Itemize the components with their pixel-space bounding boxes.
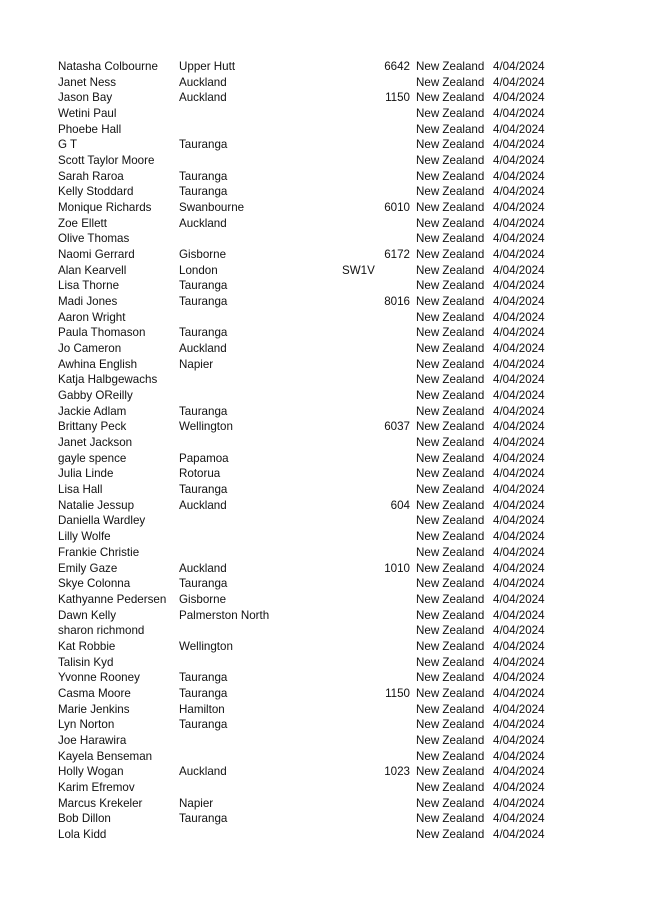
city-cell: Upper Hutt [179, 60, 236, 73]
country-cell: New Zealand [416, 592, 485, 606]
country-cell: New Zealand [416, 608, 485, 622]
city-cell: Palmerston North [179, 608, 270, 622]
table-row [0, 216, 645, 232]
name-cell: Phoebe Hall [58, 122, 122, 136]
name-cell: Bob Dillon [58, 812, 111, 826]
country-cell: New Zealand [416, 639, 485, 653]
table-row [0, 90, 645, 106]
city-cell: London [179, 263, 218, 277]
name-cell: Jo Cameron [58, 342, 122, 356]
country-cell: New Zealand [416, 154, 485, 168]
table-row [0, 310, 645, 326]
city-cell: Gisborne [179, 592, 227, 606]
country-cell: New Zealand [416, 561, 485, 575]
table-row [0, 780, 645, 796]
date-cell: 4/04/2024 [493, 608, 545, 622]
table-row [0, 827, 645, 843]
date-cell: 4/04/2024 [493, 780, 545, 794]
city-cell: Auckland [179, 216, 227, 230]
name-cell: Zoe Ellett [58, 216, 107, 230]
country-cell: New Zealand [416, 733, 485, 747]
name-cell: Karim Efremov [58, 780, 135, 794]
name-cell: Marcus Krekeler [58, 796, 143, 810]
country-cell: New Zealand [416, 530, 485, 544]
table-row [0, 263, 645, 279]
table-row [0, 576, 645, 592]
country-cell: New Zealand [416, 279, 485, 293]
table-row [0, 513, 645, 529]
date-cell: 4/04/2024 [493, 389, 545, 403]
name-cell: Lisa Thorne [58, 279, 120, 293]
country-cell: New Zealand [416, 796, 485, 810]
date-cell: 4/04/2024 [493, 201, 545, 215]
date-cell: 4/04/2024 [493, 514, 545, 528]
name-cell: Natalie Jessup [58, 498, 135, 512]
country-cell: New Zealand [416, 467, 485, 481]
date-cell: 4/04/2024 [493, 561, 545, 575]
city-cell: Wellington [179, 639, 233, 653]
table-row [0, 388, 645, 404]
country-cell: New Zealand [416, 827, 485, 841]
city-cell: Tauranga [179, 718, 228, 732]
postcode-cell: 1150 [385, 686, 410, 700]
city-cell: Tauranga [179, 279, 228, 293]
table-row [0, 466, 645, 482]
name-cell: Julia Linde [58, 467, 114, 481]
city-cell: Rotorua [179, 467, 221, 481]
table-row [0, 404, 645, 420]
country-cell: New Zealand [416, 373, 485, 387]
country-cell: New Zealand [416, 498, 485, 512]
date-cell: 4/04/2024 [493, 530, 545, 544]
date-cell: 4/04/2024 [493, 639, 545, 653]
country-cell: New Zealand [416, 263, 485, 277]
city-cell: Tauranga [179, 169, 228, 183]
table-row [0, 294, 645, 310]
city-cell: Papamoa [179, 451, 229, 465]
city-cell: Swanbourne [179, 201, 245, 215]
date-cell: 4/04/2024 [493, 420, 545, 434]
name-cell: Janet Ness [58, 75, 116, 89]
name-cell: Yvonne Rooney [58, 671, 140, 685]
date-cell: 4/04/2024 [493, 671, 545, 685]
table-row [0, 498, 645, 514]
table-row [0, 200, 645, 216]
table-row [0, 451, 645, 467]
name-cell: Emily Gaze [58, 561, 118, 575]
country-cell: New Zealand [416, 514, 485, 528]
city-cell: Auckland [179, 91, 227, 105]
country-cell: New Zealand [416, 483, 485, 497]
date-cell: 4/04/2024 [493, 342, 545, 356]
country-cell: New Zealand [416, 326, 485, 340]
name-cell: Aaron Wright [58, 310, 126, 324]
name-cell: Kelly Stoddard [58, 185, 134, 199]
table-row [0, 59, 645, 75]
table-row [0, 231, 645, 247]
postcode-cell: 1023 [384, 765, 410, 779]
date-cell: 4/04/2024 [493, 154, 545, 168]
date-cell: 4/04/2024 [493, 122, 545, 136]
table-row [0, 122, 645, 138]
name-cell: Lilly Wolfe [58, 530, 111, 544]
country-cell: New Zealand [416, 216, 485, 230]
table-row [0, 278, 645, 294]
city-cell: Auckland [179, 561, 227, 575]
date-cell: 4/04/2024 [493, 827, 545, 841]
city-cell: Tauranga [179, 404, 228, 418]
date-cell: 4/04/2024 [493, 498, 545, 512]
country-cell: New Zealand [416, 91, 485, 105]
name-cell: Katja Halbgewachs [58, 373, 158, 387]
date-cell: 4/04/2024 [493, 185, 545, 199]
date-cell: 4/04/2024 [493, 75, 545, 89]
date-cell: 4/04/2024 [493, 655, 545, 669]
date-cell: 4/04/2024 [493, 232, 545, 246]
country-cell: New Zealand [416, 122, 485, 136]
city-cell: Tauranga [179, 671, 228, 685]
city-cell: Auckland [179, 498, 227, 512]
country-cell: New Zealand [416, 718, 485, 732]
date-cell: 4/04/2024 [493, 169, 545, 183]
date-cell: 4/04/2024 [493, 733, 545, 747]
table-row [0, 75, 645, 91]
date-cell: 4/04/2024 [493, 279, 545, 293]
city-cell: Tauranga [179, 686, 228, 700]
name-cell: Scott Taylor Moore [58, 154, 155, 168]
name-cell: Kat Robbie [58, 639, 116, 653]
table-row [0, 529, 645, 545]
records-table [0, 59, 645, 843]
name-cell: Awhina English [58, 357, 138, 371]
table-row [0, 623, 645, 639]
country-cell: New Zealand [416, 812, 485, 826]
name-cell: Paula Thomason [58, 326, 146, 340]
name-cell: Monique Richards [58, 201, 152, 215]
table-row [0, 811, 645, 827]
name-cell: Madi Jones [58, 295, 118, 309]
name-cell: G T [58, 138, 78, 152]
name-cell: Talisin Kyd [58, 655, 114, 669]
table-row [0, 702, 645, 718]
name-cell: Jason Bay [58, 91, 113, 105]
postcode-cell: 6037 [384, 420, 410, 434]
city-cell: Tauranga [179, 483, 228, 497]
postcode-cell: 1010 [384, 561, 410, 575]
postcode-cell: 6172 [384, 248, 410, 262]
table-row [0, 686, 645, 702]
country-cell: New Zealand [416, 169, 485, 183]
name-cell: Jackie Adlam [58, 404, 127, 418]
country-cell: New Zealand [416, 765, 485, 779]
name-cell: Wetini Paul [58, 107, 117, 121]
name-cell: Kayela Benseman [58, 749, 153, 763]
city-cell: Auckland [179, 75, 227, 89]
date-cell: 4/04/2024 [493, 107, 545, 121]
postcode-cell: 8016 [384, 295, 410, 309]
date-cell: 4/04/2024 [493, 483, 545, 497]
country-cell: New Zealand [416, 749, 485, 763]
date-cell: 4/04/2024 [493, 373, 545, 387]
country-cell: New Zealand [416, 60, 485, 73]
date-cell: 4/04/2024 [493, 624, 545, 638]
city-cell: Tauranga [179, 326, 228, 340]
table-row [0, 137, 645, 153]
date-cell: 4/04/2024 [493, 765, 545, 779]
country-cell: New Zealand [416, 655, 485, 669]
city-cell: Napier [179, 796, 214, 810]
date-cell: 4/04/2024 [493, 216, 545, 230]
name-cell: Dawn Kelly [58, 608, 116, 622]
table-row [0, 357, 645, 373]
country-cell: New Zealand [416, 451, 485, 465]
country-cell: New Zealand [416, 780, 485, 794]
date-cell: 4/04/2024 [493, 577, 545, 591]
date-cell: 4/04/2024 [493, 467, 545, 481]
city-cell: Auckland [179, 765, 227, 779]
name-cell: Frankie Christie [58, 545, 140, 559]
date-cell: 4/04/2024 [493, 451, 545, 465]
country-cell: New Zealand [416, 310, 485, 324]
date-cell: 4/04/2024 [493, 248, 545, 262]
table-row [0, 561, 645, 577]
name-cell: Daniella Wardley [58, 514, 146, 528]
date-cell: 4/04/2024 [493, 91, 545, 105]
name-cell: Casma Moore [58, 686, 131, 700]
table-row [0, 749, 645, 765]
table-row [0, 608, 645, 624]
region-cell: SW1V [342, 263, 375, 277]
table-row [0, 372, 645, 388]
date-cell: 4/04/2024 [493, 812, 545, 826]
table-row [0, 796, 645, 812]
country-cell: New Zealand [416, 420, 485, 434]
date-cell: 4/04/2024 [493, 295, 545, 309]
table-row [0, 733, 645, 749]
date-cell: 4/04/2024 [493, 592, 545, 606]
country-cell: New Zealand [416, 545, 485, 559]
table-row [0, 717, 645, 733]
country-cell: New Zealand [416, 295, 485, 309]
city-cell: Hamilton [179, 702, 225, 716]
name-cell: Olive Thomas [58, 232, 130, 246]
country-cell: New Zealand [416, 577, 485, 591]
city-cell: Napier [179, 357, 214, 371]
date-cell: 4/04/2024 [493, 263, 545, 277]
country-cell: New Zealand [416, 357, 485, 371]
city-cell: Auckland [179, 342, 227, 356]
table-row [0, 106, 645, 122]
name-cell: Naomi Gerrard [58, 248, 135, 262]
postcode-cell: 6010 [384, 201, 410, 215]
name-cell: Lola Kidd [58, 827, 107, 841]
date-cell: 4/04/2024 [493, 357, 545, 371]
name-cell: Skye Colonna [58, 577, 131, 591]
country-cell: New Zealand [416, 138, 485, 152]
table-row [0, 655, 645, 671]
table-row [0, 184, 645, 200]
country-cell: New Zealand [416, 107, 485, 121]
country-cell: New Zealand [416, 185, 485, 199]
name-cell: Kathyanne Pedersen [58, 592, 167, 606]
date-cell: 4/04/2024 [493, 138, 545, 152]
city-cell: Tauranga [179, 812, 228, 826]
country-cell: New Zealand [416, 436, 485, 450]
country-cell: New Zealand [416, 404, 485, 418]
country-cell: New Zealand [416, 702, 485, 716]
name-cell: Janet Jackson [58, 436, 133, 450]
date-cell: 4/04/2024 [493, 404, 545, 418]
city-cell: Gisborne [179, 248, 227, 262]
city-cell: Tauranga [179, 185, 228, 199]
city-cell: Tauranga [179, 295, 228, 309]
table-row [0, 169, 645, 185]
name-cell: Lyn Norton [58, 718, 115, 732]
name-cell: Lisa Hall [58, 483, 103, 497]
table-row [0, 639, 645, 655]
table-row [0, 592, 645, 608]
name-cell: Sarah Raroa [58, 169, 124, 183]
postcode-cell: 6642 [384, 60, 410, 73]
table-row [0, 670, 645, 686]
name-cell: Joe Harawira [58, 733, 127, 747]
name-cell: Natasha Colbourne [58, 60, 158, 73]
date-cell: 4/04/2024 [493, 796, 545, 810]
name-cell: sharon richmond [58, 624, 145, 638]
table-row [0, 153, 645, 169]
country-cell: New Zealand [416, 342, 485, 356]
name-cell: Marie Jenkins [58, 702, 130, 716]
date-cell: 4/04/2024 [493, 436, 545, 450]
postcode-cell: 604 [390, 498, 410, 512]
country-cell: New Zealand [416, 201, 485, 215]
table-row [0, 764, 645, 780]
date-cell: 4/04/2024 [493, 545, 545, 559]
date-cell: 4/04/2024 [493, 686, 545, 700]
date-cell: 4/04/2024 [493, 749, 545, 763]
country-cell: New Zealand [416, 389, 485, 403]
country-cell: New Zealand [416, 671, 485, 685]
date-cell: 4/04/2024 [493, 702, 545, 716]
city-cell: Wellington [179, 420, 233, 434]
country-cell: New Zealand [416, 75, 485, 89]
city-cell: Tauranga [179, 577, 228, 591]
name-cell: Brittany Peck [58, 420, 127, 434]
country-cell: New Zealand [416, 624, 485, 638]
table-row [0, 545, 645, 561]
date-cell: 4/04/2024 [493, 310, 545, 324]
country-cell: New Zealand [416, 248, 485, 262]
city-cell: Tauranga [179, 138, 228, 152]
table-row [0, 247, 645, 263]
table-row [0, 419, 645, 435]
postcode-cell: 1150 [385, 91, 410, 105]
country-cell: New Zealand [416, 232, 485, 246]
table-row [0, 325, 645, 341]
table-row [0, 435, 645, 451]
date-cell: 4/04/2024 [493, 718, 545, 732]
date-cell: 4/04/2024 [493, 60, 545, 73]
name-cell: gayle spence [58, 451, 127, 465]
country-cell: New Zealand [416, 686, 485, 700]
table-row [0, 341, 645, 357]
name-cell: Alan Kearvell [58, 263, 127, 277]
table-row [0, 482, 645, 498]
date-cell: 4/04/2024 [493, 326, 545, 340]
name-cell: Holly Wogan [58, 765, 124, 779]
name-cell: Gabby OReilly [58, 389, 133, 403]
